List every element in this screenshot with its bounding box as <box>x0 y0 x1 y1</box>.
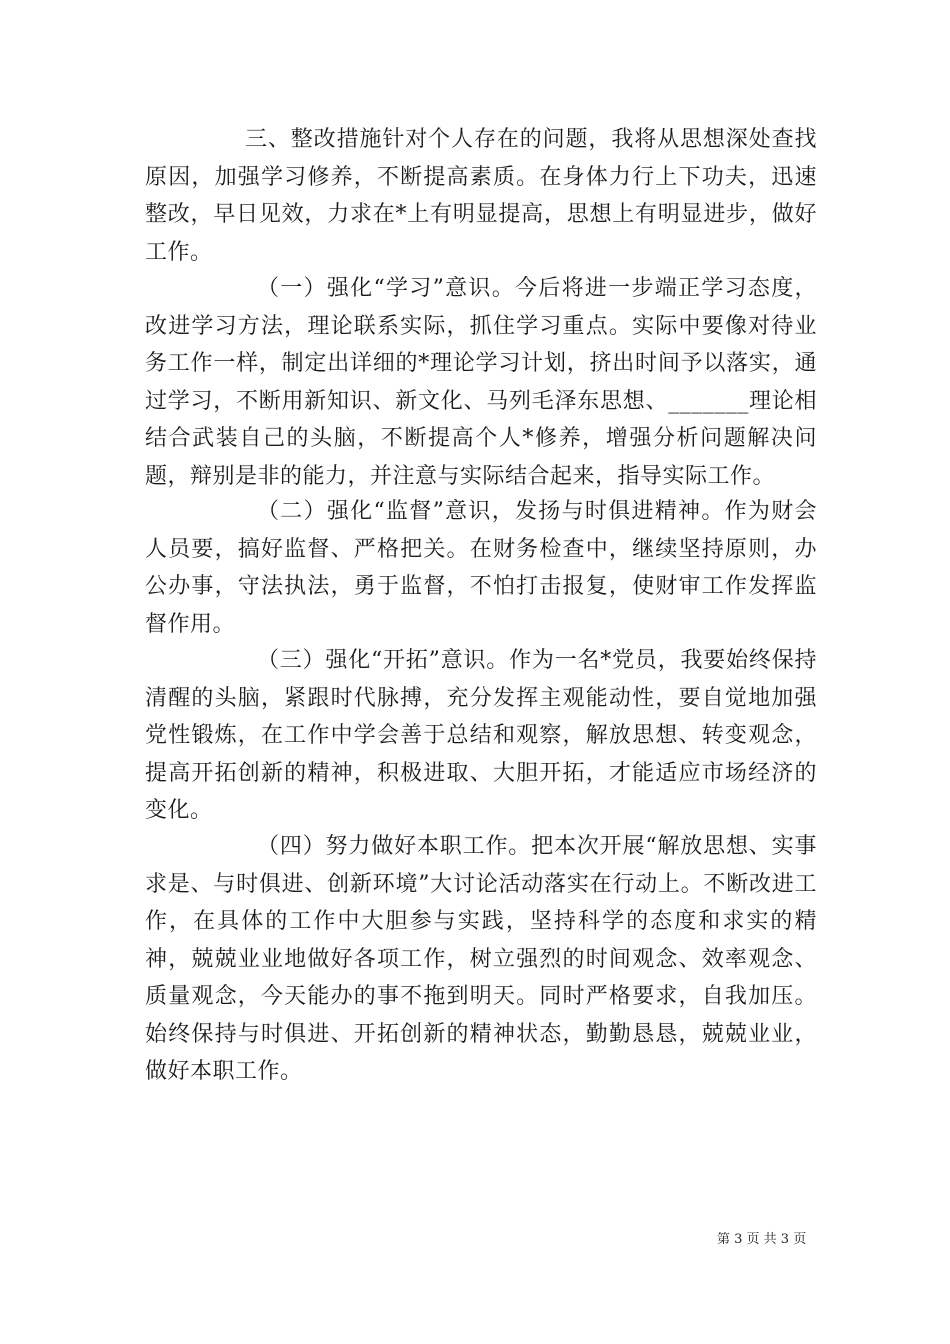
paragraph-rectification-measures: 三、整改措施针对个人存在的问题，我将从思想深处查找原因，加强学习修养，不断提高素质。在身体力行上下功夫，迅速整改，早日见效，力求在*上有明显提高，思想上有明显进步，做好工作。 <box>145 127 817 265</box>
paragraph-strengthen-learning: （一）强化“学习”意识。今后将进一步端正学习态度，改进学习方法，理论联系实际，抓住学习重点。实际中要像对待业务工作一样，制定出详细的*理论学习计划，挤出时间予以落实，通过学习，不断用新知识、新文化、马列毛泽东思想、_______理论相结合武装自己的头脑，不断提高个人*修养，增强分析问题解决问题，辩别是非的能力，并注意与实际结合起来，指导实际工作。 <box>145 276 817 489</box>
paragraph-do-job-well: （四）努力做好本职工作。把本次开展“解放思想、实事求是、与时俱进、创新环境”大讨论活动落实在行动上。不断改进工作，在具体的工作中大胆参与实践，坚持科学的态度和求实的精神，兢兢业业地做好各项工作，树立强烈的时间观念、效率观念、质量观念，今天能办的事不拖到明天。同时严格要求，自我加压。始终保持与时俱进、开拓创新的精神状态，勤勤恳恳，兢兢业业，做好本职工作。 <box>145 834 817 1084</box>
paragraph-strengthen-pioneering: （三）强化“开拓”意识。作为一名*党员，我要始终保持清醒的头脑，紧跟时代脉搏，充分发挥主观能动性，要自觉地加强党性锻炼，在工作中学会善于总结和观察，解放思想、转变观念，提高开拓创新的精神，积极进取、大胆开拓，才能适应市场经济的变化。 <box>145 648 817 823</box>
page-number-footer: 第 3 页 共 3 页 <box>717 1232 807 1247</box>
paragraph-strengthen-supervision: （二）强化“监督”意识，发扬与时俱进精神。作为财会人员要，搞好监督、严格把关。在财务检查中，继续坚持原则，办公办事，守法执法，勇于监督，不怕打击报复，使财审工作发挥监督作用。 <box>145 499 817 637</box>
